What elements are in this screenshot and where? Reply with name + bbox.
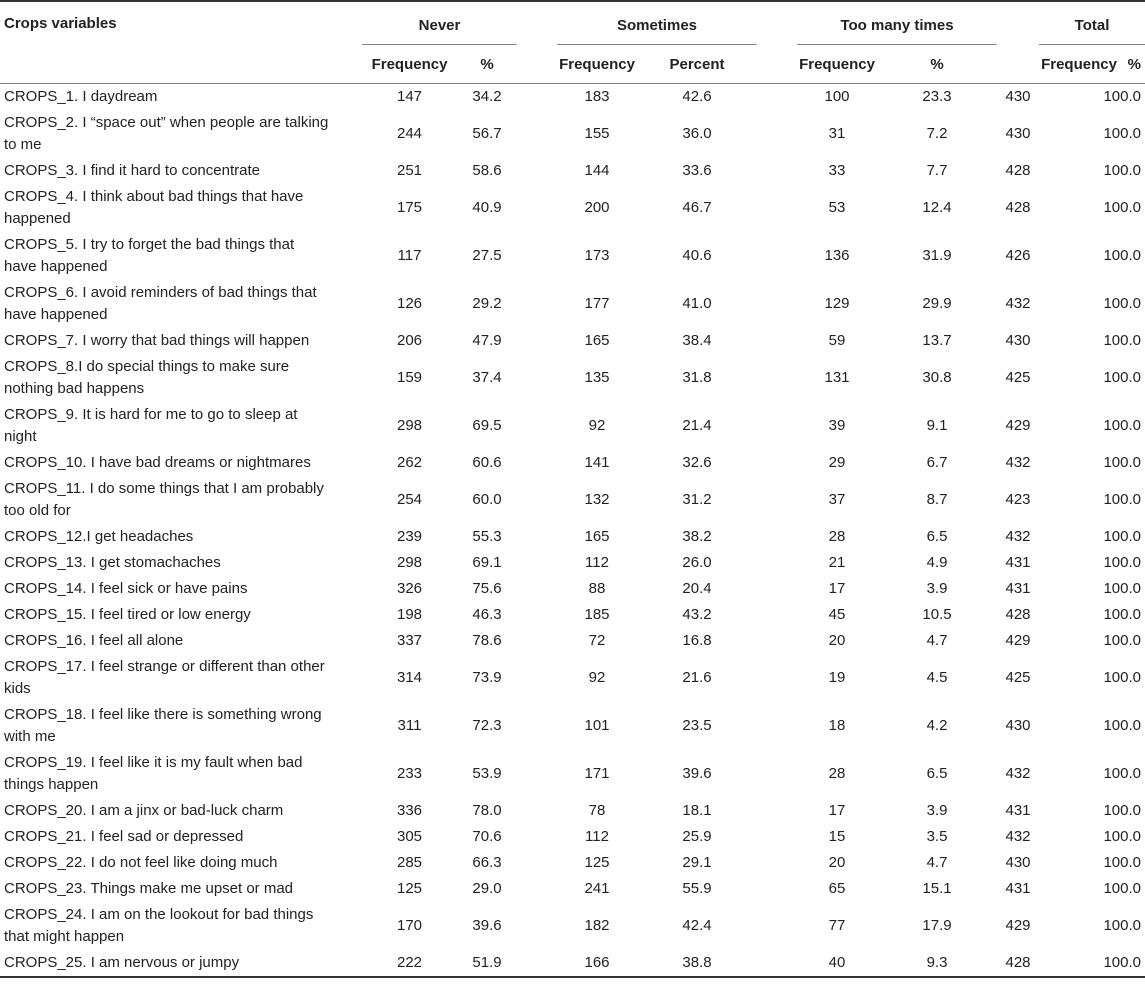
cell-total-frequency: 431	[1005, 880, 1031, 897]
table-row	[0, 902, 1145, 950]
cell-sometimes-percent: 40.6	[682, 247, 712, 264]
cell-sometimes-frequency: 200	[584, 199, 610, 216]
cell-total-percent: 100.0	[1103, 247, 1141, 264]
cell-never-frequency: 126	[396, 295, 423, 312]
cell-never-frequency: 285	[396, 854, 423, 871]
cell-never-frequency: 314	[396, 669, 423, 686]
cell-many-frequency: 136	[824, 247, 850, 264]
cell-total-frequency: 429	[1005, 632, 1031, 649]
cell-sometimes-frequency: 173	[584, 247, 610, 264]
cell-many-frequency: 18	[828, 717, 846, 734]
cell-many-frequency: 131	[824, 369, 850, 386]
cell-never-percent: 78.6	[472, 632, 502, 649]
group-header-sometimes: Sometimes	[557, 2, 757, 45]
table-row	[0, 576, 1145, 602]
cell-total-frequency: 431	[1005, 580, 1031, 597]
cell-sometimes-frequency: 185	[584, 606, 610, 623]
cell-many-frequency: 29	[828, 454, 846, 471]
cell-total-frequency: 426	[1005, 247, 1031, 264]
cell-total-percent: 100.0	[1103, 332, 1141, 349]
cell-many-percent: 4.5	[926, 669, 948, 686]
cell-never-percent: 58.6	[472, 162, 502, 179]
row-label: CROPS_5. I try to forget the bad things that have happened	[4, 236, 295, 275]
cell-many-percent: 6.5	[926, 765, 948, 782]
cell-many-percent: 17.9	[922, 917, 952, 934]
cell-total-percent: 100.0	[1103, 580, 1141, 597]
table-row	[0, 476, 1145, 524]
cell-total-percent: 100.0	[1103, 802, 1141, 819]
cell-many-frequency: 129	[824, 295, 850, 312]
cell-sometimes-frequency: 171	[584, 765, 610, 782]
cell-total-percent: 100.0	[1103, 880, 1141, 897]
cell-never-frequency: 262	[396, 454, 423, 471]
cell-never-percent: 66.3	[472, 854, 502, 871]
cell-sometimes-frequency: 78	[588, 802, 606, 819]
cell-never-frequency: 336	[396, 802, 423, 819]
group-header-too-many-times: Too many times	[797, 2, 997, 45]
cell-many-frequency: 100	[824, 88, 850, 105]
cell-total-frequency: 428	[1005, 954, 1031, 971]
cell-sometimes-frequency: 88	[588, 580, 606, 597]
cell-never-percent: 72.3	[472, 717, 502, 734]
table-row	[0, 328, 1145, 354]
cell-many-frequency: 77	[828, 917, 846, 934]
cell-sometimes-percent: 25.9	[682, 828, 712, 845]
cell-sometimes-frequency: 125	[584, 854, 610, 871]
row-label: CROPS_17. I feel strange or different than other kids	[4, 658, 325, 697]
cell-many-frequency: 17	[828, 802, 846, 819]
cell-many-percent: 15.1	[922, 880, 952, 897]
cell-total-percent: 100.0	[1103, 606, 1141, 623]
cell-total-percent: 100.0	[1103, 417, 1141, 434]
cell-sometimes-percent: 31.8	[682, 369, 712, 386]
cell-many-frequency: 31	[828, 125, 846, 142]
cell-many-frequency: 59	[828, 332, 846, 349]
cell-total-frequency: 431	[1005, 802, 1031, 819]
cell-never-frequency: 244	[396, 125, 423, 142]
cell-many-percent: 6.5	[926, 528, 948, 545]
cell-total-percent: 100.0	[1103, 369, 1141, 386]
table-row	[0, 158, 1145, 184]
row-label: CROPS_19. I feel like it is my fault when bad things happen	[4, 754, 303, 793]
cell-never-percent: 78.0	[472, 802, 502, 819]
row-label: CROPS_1. I daydream	[4, 88, 158, 105]
cell-sometimes-percent: 42.4	[682, 917, 712, 934]
row-label: CROPS_15. I feel tired or low energy	[4, 606, 251, 623]
cell-never-percent: 46.3	[472, 606, 502, 623]
cell-many-percent: 10.5	[922, 606, 952, 623]
cell-many-percent: 4.9	[926, 554, 948, 571]
cell-never-percent: 73.9	[472, 669, 502, 686]
cell-never-percent: 29.2	[472, 295, 502, 312]
table-row	[0, 850, 1145, 876]
cell-sometimes-percent: 55.9	[682, 880, 712, 897]
cell-total-percent: 100.0	[1103, 162, 1141, 179]
table-row	[0, 184, 1145, 232]
table-row	[0, 84, 1145, 111]
table-row	[0, 524, 1145, 550]
cell-sometimes-frequency: 92	[588, 417, 606, 434]
cell-total-percent: 100.0	[1103, 88, 1141, 105]
cell-sometimes-percent: 36.0	[682, 125, 712, 142]
table-row	[0, 876, 1145, 902]
cell-sometimes-percent: 21.4	[682, 417, 712, 434]
subheader-sometimes-percent: Percent	[669, 55, 725, 73]
cell-many-percent: 8.7	[926, 491, 948, 508]
cell-never-frequency: 147	[396, 88, 423, 105]
cell-sometimes-percent: 18.1	[682, 802, 712, 819]
table-row	[0, 280, 1145, 328]
cell-never-frequency: 298	[396, 417, 423, 434]
cell-many-frequency: 15	[828, 828, 846, 845]
cell-many-percent: 9.1	[926, 417, 948, 434]
cell-total-percent: 100.0	[1103, 669, 1141, 686]
cell-never-frequency: 254	[396, 491, 423, 508]
row-label: CROPS_9. It is hard for me to go to sleep at night	[4, 406, 298, 445]
cell-total-frequency: 428	[1005, 162, 1031, 179]
cell-many-percent: 4.7	[926, 854, 948, 871]
cell-sometimes-percent: 38.2	[682, 528, 712, 545]
table-row	[0, 550, 1145, 576]
cell-total-percent: 100.0	[1103, 632, 1141, 649]
table-row	[0, 750, 1145, 798]
row-label: CROPS_10. I have bad dreams or nightmares	[4, 454, 311, 471]
cell-never-percent: 70.6	[472, 828, 502, 845]
table-row	[0, 354, 1145, 402]
cell-total-frequency: 430	[1005, 125, 1031, 142]
cell-total-percent: 100.0	[1103, 295, 1141, 312]
cell-never-frequency: 125	[396, 880, 423, 897]
cell-sometimes-percent: 41.0	[682, 295, 712, 312]
cell-sometimes-percent: 46.7	[682, 199, 712, 216]
cell-never-percent: 37.4	[472, 369, 502, 386]
subheader-total-frequency: Frequency	[1041, 55, 1117, 73]
cell-never-frequency: 198	[396, 606, 423, 623]
cell-many-frequency: 20	[828, 632, 846, 649]
cell-total-frequency: 430	[1005, 88, 1031, 105]
row-label: CROPS_20. I am a jinx or bad-luck charm	[4, 802, 284, 819]
cell-many-percent: 4.7	[926, 632, 948, 649]
cell-sometimes-frequency: 141	[584, 454, 610, 471]
cell-total-frequency: 430	[1005, 332, 1031, 349]
cell-sometimes-frequency: 155	[584, 125, 610, 142]
cell-never-percent: 75.6	[472, 580, 502, 597]
cell-sometimes-percent: 16.8	[682, 632, 712, 649]
row-label: CROPS_2. I “space out” when people are talking to me	[4, 114, 329, 153]
cell-sometimes-percent: 23.5	[682, 717, 712, 734]
group-header-never: Never	[362, 2, 517, 45]
table-row	[0, 110, 1145, 158]
cell-many-frequency: 39	[828, 417, 846, 434]
cell-many-percent: 7.2	[926, 125, 948, 142]
cell-total-frequency: 432	[1005, 295, 1031, 312]
subheader-sometimes-frequency: Frequency	[559, 55, 635, 73]
cell-never-percent: 69.5	[472, 417, 502, 434]
cell-total-percent: 100.0	[1103, 854, 1141, 871]
cell-total-frequency: 429	[1005, 917, 1031, 934]
cell-sometimes-percent: 39.6	[682, 765, 712, 782]
cell-never-percent: 39.6	[472, 917, 502, 934]
cell-many-frequency: 53	[828, 199, 846, 216]
cell-sometimes-percent: 38.8	[682, 954, 712, 971]
table-row	[0, 232, 1145, 280]
subheader-many-percent: %	[930, 55, 944, 73]
cell-sometimes-frequency: 135	[584, 369, 610, 386]
cell-sometimes-percent: 38.4	[682, 332, 712, 349]
cell-sometimes-frequency: 112	[585, 554, 609, 571]
cell-never-percent: 29.0	[472, 880, 502, 897]
cell-many-frequency: 19	[828, 669, 846, 686]
cell-total-frequency: 432	[1005, 454, 1031, 471]
cell-total-frequency: 428	[1005, 606, 1031, 623]
row-label: CROPS_21. I feel sad or depressed	[4, 828, 244, 845]
row-label: CROPS_12.I get headaches	[4, 528, 194, 545]
cell-sometimes-percent: 26.0	[682, 554, 712, 571]
subheader-never-frequency: Frequency	[371, 55, 448, 73]
cell-many-percent: 3.9	[926, 802, 948, 819]
cell-sometimes-frequency: 144	[584, 162, 610, 179]
row-label: CROPS_24. I am on the lookout for bad things that might happen	[4, 906, 314, 945]
cell-many-percent: 30.8	[922, 369, 952, 386]
cell-never-percent: 40.9	[472, 199, 502, 216]
row-label: CROPS_8.I do special things to make sure nothing bad happens	[4, 358, 290, 397]
cell-total-frequency: 432	[1005, 765, 1031, 782]
cell-many-frequency: 28	[828, 765, 846, 782]
cell-many-frequency: 17	[828, 580, 846, 597]
table-row	[0, 950, 1145, 977]
cell-total-percent: 100.0	[1103, 528, 1141, 545]
cell-many-percent: 13.7	[922, 332, 952, 349]
subheader-many-frequency: Frequency	[799, 55, 875, 73]
cell-sometimes-frequency: 165	[584, 528, 610, 545]
cell-many-percent: 9.3	[926, 954, 948, 971]
row-label: CROPS_13. I get stomachaches	[4, 554, 221, 571]
cell-total-frequency: 430	[1005, 717, 1031, 734]
table-row	[0, 602, 1145, 628]
cell-never-percent: 69.1	[472, 554, 502, 571]
cell-never-percent: 53.9	[472, 765, 502, 782]
cell-total-percent: 100.0	[1103, 828, 1141, 845]
cell-sometimes-frequency: 72	[588, 632, 606, 649]
cell-never-frequency: 233	[396, 765, 423, 782]
cell-many-frequency: 28	[828, 528, 846, 545]
cell-never-percent: 56.7	[472, 125, 502, 142]
cell-never-percent: 55.3	[472, 528, 502, 545]
cell-total-frequency: 431	[1005, 554, 1031, 571]
cell-many-frequency: 40	[828, 954, 846, 971]
cell-never-percent: 60.6	[472, 454, 502, 471]
row-label: CROPS_11. I do some things that I am probably too old for	[4, 480, 324, 519]
cell-never-frequency: 117	[397, 247, 422, 264]
cell-total-frequency: 432	[1005, 528, 1031, 545]
cell-never-frequency: 175	[396, 199, 423, 216]
subheader-never-percent: %	[480, 55, 494, 73]
table-row	[0, 628, 1145, 654]
table-row	[0, 450, 1145, 476]
cell-never-percent: 27.5	[472, 247, 502, 264]
row-label: CROPS_25. I am nervous or jumpy	[4, 954, 240, 971]
group-header-total: Total	[1039, 2, 1145, 45]
row-label: CROPS_18. I feel like there is something wrong with me	[4, 706, 322, 745]
table-row	[0, 798, 1145, 824]
cell-many-percent: 3.5	[926, 828, 948, 845]
cell-sometimes-percent: 29.1	[682, 854, 712, 871]
cell-total-frequency: 425	[1005, 669, 1031, 686]
cell-never-frequency: 298	[396, 554, 423, 571]
row-label: CROPS_4. I think about bad things that have happened	[4, 188, 304, 227]
cell-many-frequency: 65	[828, 880, 846, 897]
cell-total-frequency: 425	[1005, 369, 1031, 386]
cell-sometimes-frequency: 241	[584, 880, 610, 897]
cell-total-percent: 100.0	[1103, 717, 1141, 734]
cell-sometimes-frequency: 177	[584, 295, 610, 312]
cell-total-frequency: 428	[1005, 199, 1031, 216]
cell-sometimes-frequency: 182	[584, 917, 610, 934]
cell-sometimes-percent: 20.4	[682, 580, 712, 597]
cell-many-percent: 4.2	[926, 717, 948, 734]
cell-total-frequency: 429	[1005, 417, 1031, 434]
cell-never-frequency: 311	[397, 717, 422, 734]
cell-total-percent: 100.0	[1103, 454, 1141, 471]
cell-many-percent: 3.9	[926, 580, 948, 597]
cell-never-frequency: 206	[396, 332, 423, 349]
row-label: CROPS_14. I feel sick or have pains	[4, 580, 248, 597]
row-label: CROPS_22. I do not feel like doing much	[4, 854, 278, 871]
table-row	[0, 402, 1145, 450]
cell-total-frequency: 432	[1005, 828, 1031, 845]
cell-sometimes-frequency: 92	[588, 669, 606, 686]
table-row	[0, 702, 1145, 750]
cell-sometimes-frequency: 165	[584, 332, 610, 349]
table-row	[0, 824, 1145, 850]
cell-total-percent: 100.0	[1103, 125, 1141, 142]
cell-never-percent: 51.9	[472, 954, 502, 971]
cell-never-frequency: 239	[396, 528, 423, 545]
cell-many-percent: 29.9	[922, 295, 952, 312]
cell-many-frequency: 45	[828, 606, 846, 623]
cell-sometimes-percent: 33.6	[682, 162, 712, 179]
row-label: CROPS_16. I feel all alone	[4, 632, 184, 649]
cell-never-frequency: 251	[396, 162, 423, 179]
cell-total-percent: 100.0	[1103, 491, 1141, 508]
row-label: CROPS_23. Things make me upset or mad	[4, 880, 294, 897]
table-row	[0, 654, 1145, 702]
cell-never-frequency: 305	[396, 828, 423, 845]
cell-never-percent: 60.0	[472, 491, 502, 508]
row-label: CROPS_6. I avoid reminders of bad things that have happened	[4, 284, 317, 323]
cell-many-percent: 12.4	[922, 199, 952, 216]
row-label: CROPS_3. I find it hard to concentrate	[4, 162, 260, 179]
cell-sometimes-percent: 32.6	[682, 454, 712, 471]
cell-sometimes-percent: 43.2	[682, 606, 712, 623]
cell-never-percent: 47.9	[472, 332, 502, 349]
cell-sometimes-frequency: 101	[584, 717, 610, 734]
cell-never-frequency: 222	[396, 954, 423, 971]
subheader-total-percent: %	[1127, 55, 1141, 73]
cell-never-frequency: 326	[396, 580, 423, 597]
cell-sometimes-frequency: 183	[584, 88, 610, 105]
cell-many-percent: 31.9	[922, 247, 952, 264]
cell-never-frequency: 337	[396, 632, 423, 649]
cell-many-frequency: 20	[828, 854, 846, 871]
cell-total-percent: 100.0	[1103, 199, 1141, 216]
cell-sometimes-percent: 31.2	[682, 491, 712, 508]
cell-sometimes-percent: 42.6	[682, 88, 712, 105]
cell-sometimes-frequency: 112	[585, 828, 609, 845]
row-label: CROPS_7. I worry that bad things will happen	[4, 332, 310, 349]
cell-sometimes-percent: 21.6	[682, 669, 712, 686]
column-header-variables: Crops variables	[4, 15, 117, 32]
cell-total-percent: 100.0	[1103, 765, 1141, 782]
cell-total-frequency: 423	[1005, 491, 1031, 508]
cell-many-percent: 6.7	[926, 454, 948, 471]
cell-total-percent: 100.0	[1103, 917, 1141, 934]
cell-sometimes-frequency: 132	[584, 491, 610, 508]
cell-total-frequency: 430	[1005, 854, 1031, 871]
cell-sometimes-frequency: 166	[584, 954, 610, 971]
cell-many-frequency: 33	[828, 162, 846, 179]
cell-never-frequency: 159	[396, 369, 423, 386]
cell-many-frequency: 21	[828, 554, 846, 571]
cell-total-percent: 100.0	[1103, 954, 1141, 971]
cell-many-frequency: 37	[828, 491, 846, 508]
cell-never-percent: 34.2	[472, 88, 502, 105]
cell-never-frequency: 170	[396, 917, 423, 934]
cell-many-percent: 23.3	[922, 88, 952, 105]
cell-many-percent: 7.7	[926, 162, 948, 179]
cell-total-percent: 100.0	[1103, 554, 1141, 571]
